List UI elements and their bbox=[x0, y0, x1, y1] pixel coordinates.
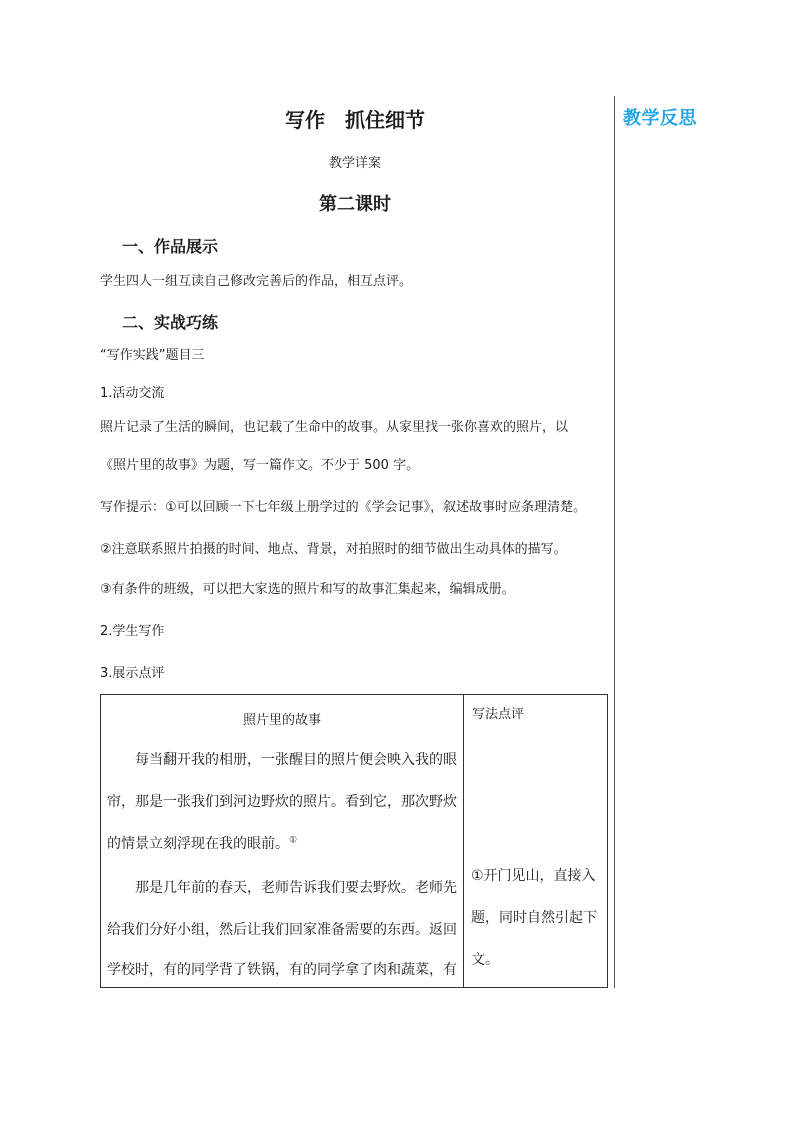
comment-column-header: 写法点评 bbox=[472, 707, 525, 722]
writing-hint: ③有条件的班级，可以把大家选的照片和写的故事汇集起来，编辑成册。 bbox=[100, 582, 515, 597]
writing-hint: ②注意联系照片拍摄的时间、地点、背景，对拍照时的细节做出生动具体的描写。 bbox=[100, 542, 567, 557]
comment-line: 题，同时自然引起下 bbox=[471, 910, 597, 926]
essay-line: 每当翻开我的相册，一张醒目的照片便会映入我的眼 bbox=[107, 752, 457, 768]
reflection-heading: 教学反思 bbox=[623, 108, 697, 129]
essay-line: 那是几年前的春天，老师告诉我们要去野炊。老师先 bbox=[107, 880, 457, 896]
page-subtitle: 教学详案 bbox=[328, 156, 381, 171]
essay-line bbox=[107, 833, 297, 853]
essay-line: 帘，那是一张我们到河边野炊的照片。看到它，那次野炊 bbox=[107, 794, 457, 810]
step-student-writing: 2.学生写作 bbox=[100, 624, 165, 639]
essay-review-table bbox=[100, 694, 608, 988]
section-text-showcase: 学生四人一组互读自己修改完善后的作品，相互点评。 bbox=[100, 274, 413, 289]
section-heading-practice: 二、实战巧练 bbox=[122, 313, 219, 332]
lesson-heading: 第二课时 bbox=[319, 194, 391, 215]
step-activity-exchange: 1.活动交流 bbox=[100, 386, 165, 401]
page-title: 写作 抓住细节 bbox=[285, 108, 425, 132]
essay-line: 给我们分好小组，然后让我们回家准备需要的东西。返回 bbox=[107, 922, 457, 938]
footnote-marker: ① bbox=[289, 835, 298, 846]
step-showcase-review: 3.展示点评 bbox=[100, 666, 165, 681]
comment-line: ①开门见山，直接入 bbox=[471, 868, 596, 884]
practice-task-label: “写作实践”题目三 bbox=[100, 348, 205, 363]
comment-line: 文。 bbox=[471, 952, 499, 968]
writing-hint: 写作提示：①可以回顾一下七年级上册学过的《学会记事》，叙述故事时应条理清楚。 bbox=[100, 500, 587, 515]
table-column-divider bbox=[463, 695, 464, 987]
writing-prompt-line: 《照片里的故事》为题，写一篇作文。不少于 500 字。 bbox=[100, 458, 420, 473]
essay-line-text: 的情景立刻浮现在我的眼前。 bbox=[107, 836, 289, 852]
column-divider bbox=[614, 96, 615, 988]
writing-prompt-line: 照片记录了生活的瞬间，也记载了生命中的故事。从家里找一张你喜欢的照片，以 bbox=[100, 420, 569, 435]
essay-line: 学校时，有的同学背了铁锅，有的同学拿了肉和蔬菜，有 bbox=[107, 962, 457, 978]
section-heading-showcase: 一、作品展示 bbox=[122, 237, 219, 256]
essay-title: 照片里的故事 bbox=[242, 713, 321, 728]
